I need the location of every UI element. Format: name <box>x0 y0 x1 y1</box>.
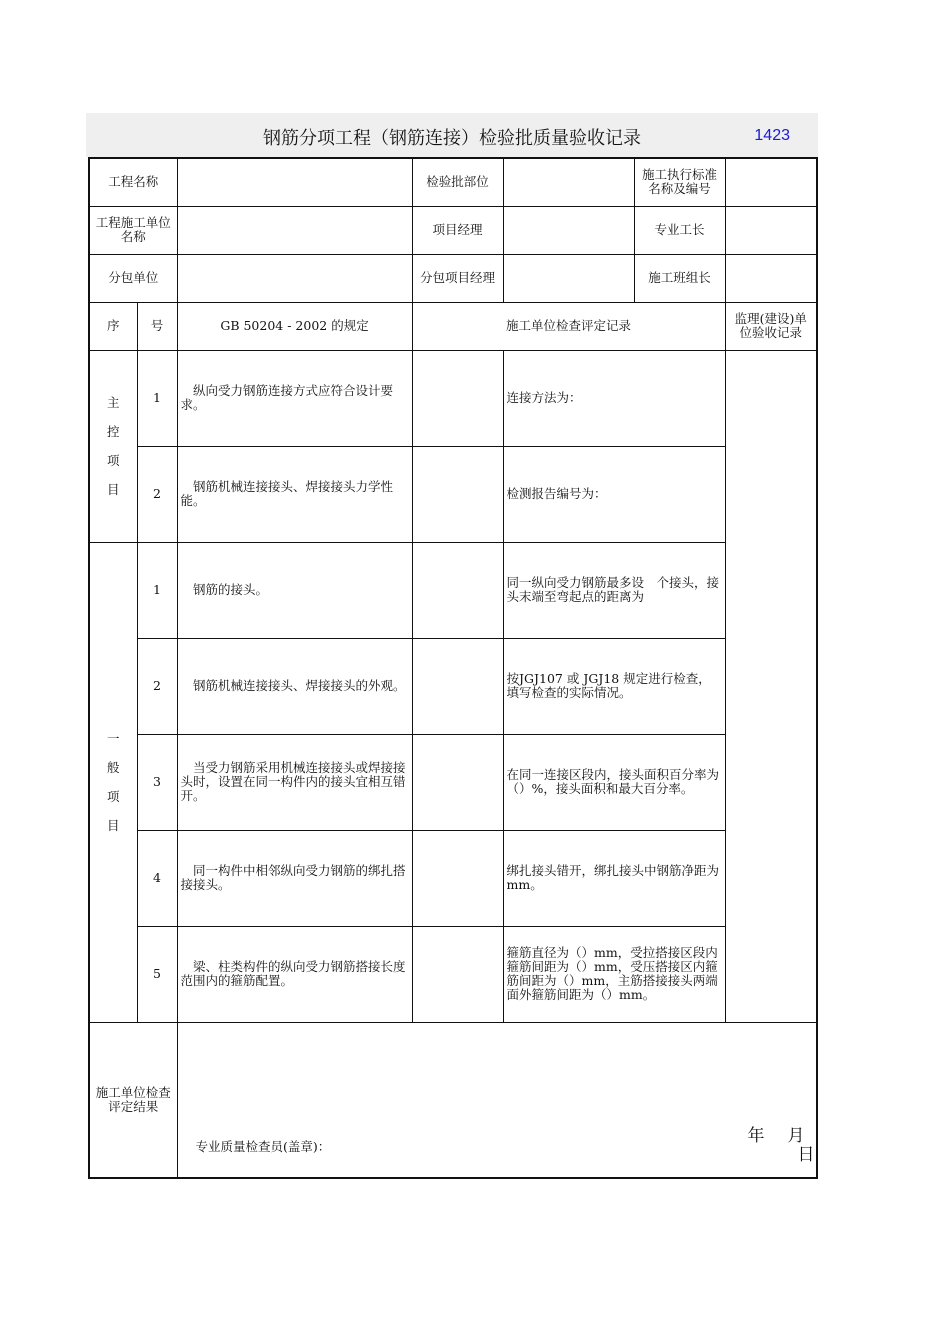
general-item-check-field[interactable] <box>412 542 503 638</box>
general-item-check-field[interactable] <box>412 638 503 734</box>
general-item-no: 1 <box>137 542 177 638</box>
general-item-no: 4 <box>137 830 177 926</box>
general-item-requirement: 当受力钢筋采用机械连接接头或焊接接头时，设置在同一构件内的接头宜相互错开。 <box>177 734 412 830</box>
supervision-record-field[interactable] <box>725 350 817 1022</box>
column-header-row <box>89 302 817 350</box>
result-row <box>89 1022 817 1178</box>
general-item-record[interactable]: 箍筋直径为（）mm，受拉搭接区段内箍筋间距为（）mm，受压搭接区内箍筋间距为（）mm，主筋搭接接头两端面外箍筋间距为（）mm。 <box>503 926 725 1022</box>
standard-header: GB 50204 - 2002 的规定 <box>177 302 412 350</box>
info-row-2 <box>89 206 817 254</box>
inspection-table <box>88 157 818 1179</box>
main-item-row <box>89 350 817 446</box>
general-item-requirement: 钢筋的接头。 <box>177 542 412 638</box>
construction-record-header: 施工单位检查评定记录 <box>412 302 725 350</box>
main-item-no: 1 <box>137 350 177 446</box>
result-label: 施工单位检查评定结果 <box>89 1022 177 1178</box>
supervision-header: 监理(建设)单位验收记录 <box>725 302 817 350</box>
foreman-field[interactable] <box>725 206 817 254</box>
team-leader-label: 施工班组长 <box>634 254 725 302</box>
subcontractor-field[interactable] <box>177 254 412 302</box>
main-item-no: 2 <box>137 446 177 542</box>
title-bar <box>86 113 818 157</box>
construction-unit-label: 工程施工单位名称 <box>89 206 177 254</box>
general-item-record[interactable]: 在同一连接区段内，接头面积百分率为（）%，接头面积和最大百分率。 <box>503 734 725 830</box>
general-item-no: 5 <box>137 926 177 1022</box>
year-label: 年 <box>747 1125 765 1146</box>
main-item-requirement: 纵向受力钢筋连接方式应符合设计要求。 <box>177 350 412 446</box>
general-item-row <box>89 638 817 734</box>
general-item-record[interactable]: 绑扎接头错开，绑扎接头中钢筋净距为 mm。 <box>503 830 725 926</box>
inspection-part-label: 检验批部位 <box>412 158 503 206</box>
standard-label: 施工执行标准名称及编号 <box>634 158 725 206</box>
subcontractor-label: 分包单位 <box>89 254 177 302</box>
project-name-field[interactable] <box>177 158 412 206</box>
form-code: 1423 <box>754 127 790 144</box>
page-title: 钢筋分项工程（钢筋连接）检验批质量验收记录 <box>263 128 641 149</box>
form-sheet <box>86 113 818 157</box>
seq-header-a: 序 <box>89 302 137 350</box>
general-group-label: 一 般 项 目 <box>89 542 137 1022</box>
main-item-record[interactable]: 连接方法为： <box>503 350 725 446</box>
main-item-requirement: 钢筋机械连接接头、焊接接头力学性能。 <box>177 446 412 542</box>
info-row-1 <box>89 158 817 206</box>
main-item-record[interactable]: 检测报告编号为： <box>503 446 725 542</box>
result-field[interactable] <box>177 1022 817 1178</box>
main-group-label: 主 控 项 目 <box>89 350 137 542</box>
foreman-label: 专业工长 <box>634 206 725 254</box>
general-item-no: 3 <box>137 734 177 830</box>
main-item-row <box>89 446 817 542</box>
inspector-label: 专业质量检查员(盖章)： <box>195 1138 331 1154</box>
general-item-row <box>89 734 817 830</box>
general-item-no: 2 <box>137 638 177 734</box>
construction-unit-field[interactable] <box>177 206 412 254</box>
team-leader-field[interactable] <box>725 254 817 302</box>
general-item-record[interactable]: 同一纵向受力钢筋最多设 个接头，接头末端至弯起点的距离为 <box>503 542 725 638</box>
standard-field[interactable] <box>725 158 817 206</box>
main-item-check-field[interactable] <box>412 350 503 446</box>
project-name-label: 工程名称 <box>89 158 177 206</box>
general-item-check-field[interactable] <box>412 734 503 830</box>
general-item-requirement: 钢筋机械连接接头、焊接接头的外观。 <box>177 638 412 734</box>
inspection-part-field[interactable] <box>503 158 634 206</box>
general-item-requirement: 梁、柱类构件的纵向受力钢筋搭接长度范围内的箍筋配置。 <box>177 926 412 1022</box>
general-item-requirement: 同一构件中相邻纵向受力钢筋的绑扎搭接接头。 <box>177 830 412 926</box>
project-manager-label: 项目经理 <box>412 206 503 254</box>
general-item-row <box>89 926 817 1022</box>
main-item-check-field[interactable] <box>412 446 503 542</box>
general-item-row <box>89 830 817 926</box>
day-label: 日 <box>797 1144 815 1165</box>
info-row-3 <box>89 254 817 302</box>
general-item-check-field[interactable] <box>412 926 503 1022</box>
seq-header-b: 号 <box>137 302 177 350</box>
general-item-check-field[interactable] <box>412 830 503 926</box>
project-manager-field[interactable] <box>503 206 634 254</box>
month-label: 月 <box>787 1125 805 1146</box>
general-item-record[interactable]: 按JGJ107 或 JGJ18 规定进行检查，填写检查的实际情况。 <box>503 638 725 734</box>
sub-manager-label: 分包项目经理 <box>412 254 503 302</box>
general-item-row <box>89 542 817 638</box>
sub-manager-field[interactable] <box>503 254 634 302</box>
